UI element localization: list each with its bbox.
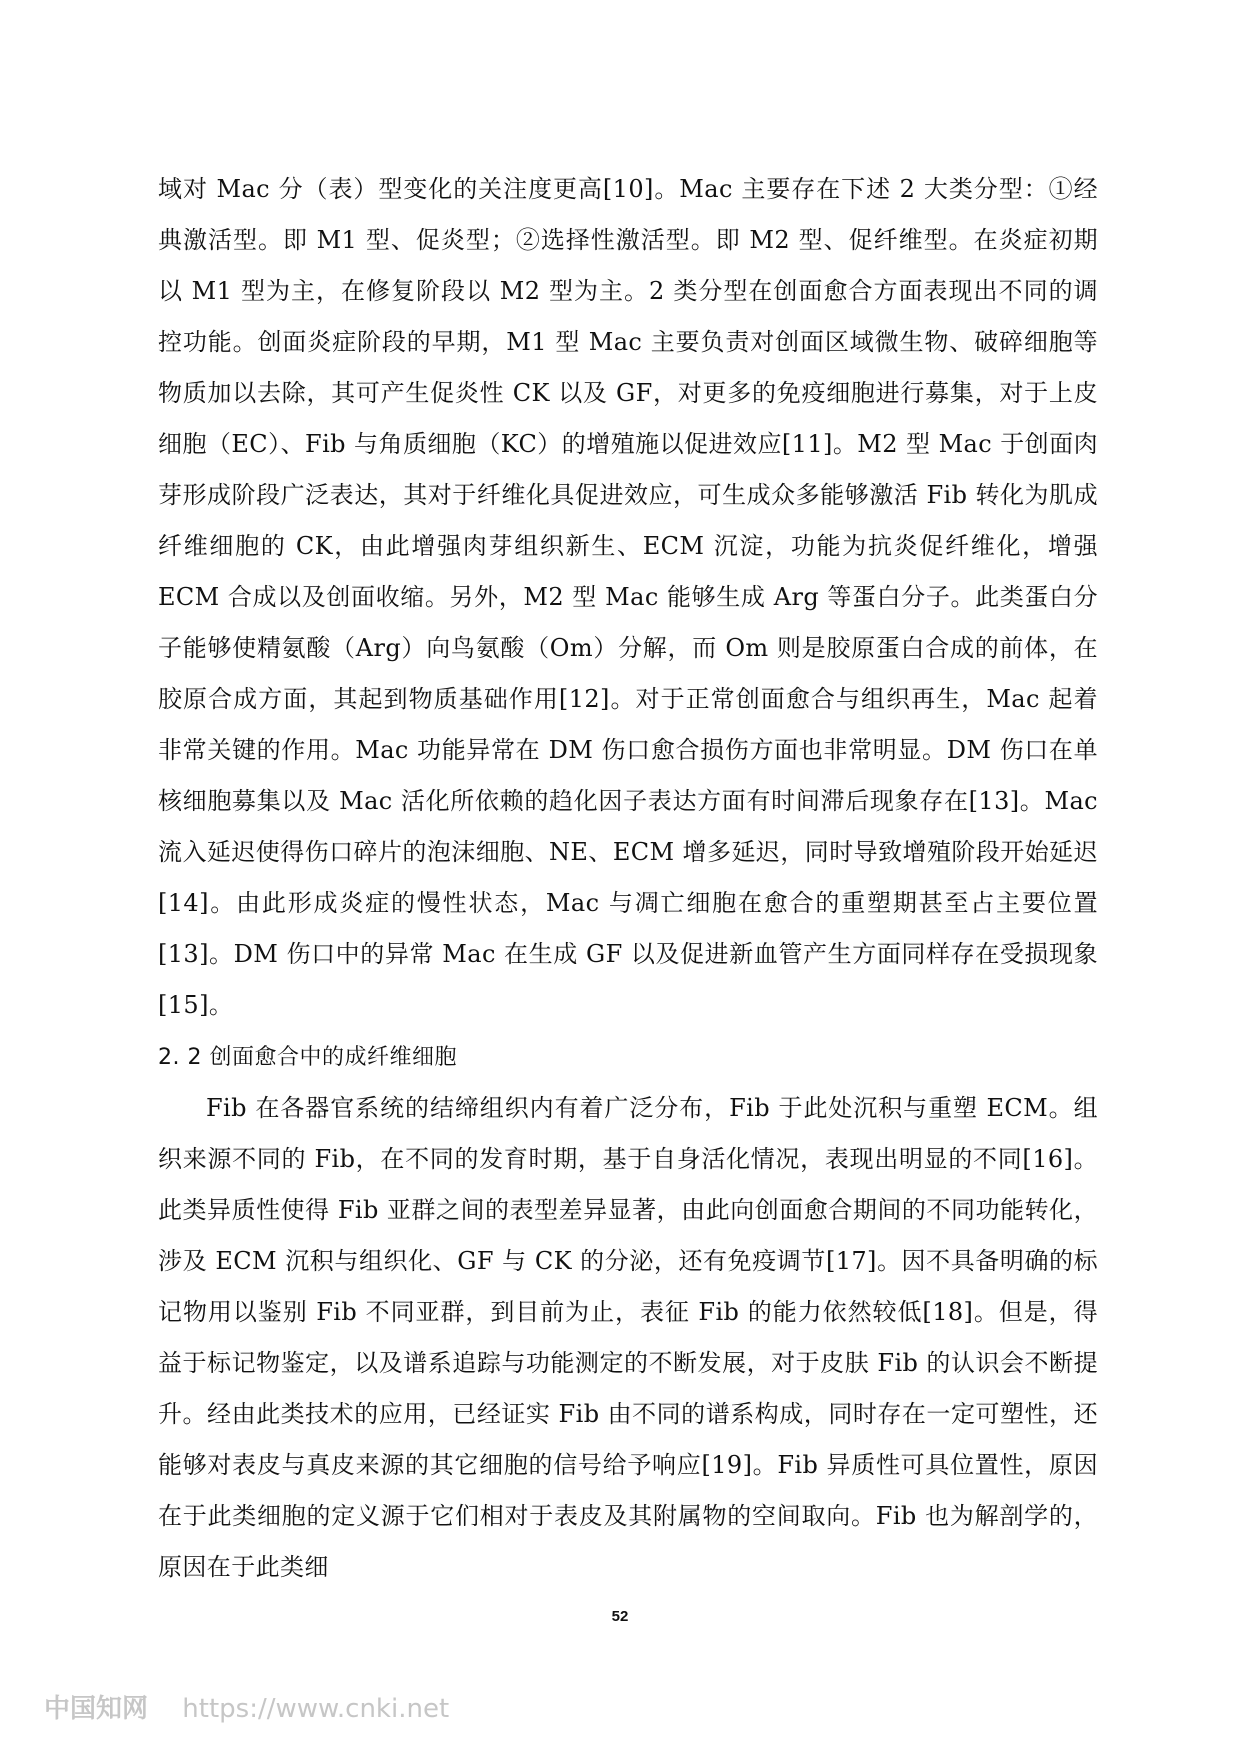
body-paragraph: Fib 在各器官系统的结缔组织内有着广泛分布，Fib 于此处沉积与重塑 ECM。组织来源不同的 Fib，在不同的发育时期，基于自身活化情况，表现出明显的不同[16]。此类异质性使得 Fib 亚群之间的表型差异显著，由此向创面愈合期间的不同功能转化，涉及 ECM 沉积与组织化、GF 与 CK 的分泌，还有免疫调节[17]。因不具备明确的标记物用以鉴别 Fib 不同亚群，到目前为止，表征 Fib 的能力依然较低[18]。但是，得益于标记物鉴定，以及谱系追踪与功能测定的不断发展，对于皮肤 Fib 的认识会不断提升。经由此类技术的应用，已经证实 Fib 由不同的谱系构成，同时存在一定可塑性，还能够对表皮与真皮来源的其它细胞的信号给予响应[19]。Fib 异质性可具位置性，原因在于此类细胞的定义源于它们相对于表皮及其附属物的空间取向。Fib 也为解剖学的，原因在于此类细 xyxy=(158,1094,1098,1581)
watermark-url: https://www.cnki.net xyxy=(182,1694,450,1724)
watermark xyxy=(44,1688,449,1725)
page-number: 52 xyxy=(611,1608,629,1625)
watermark-brand: 中国知网 xyxy=(44,1694,149,1724)
page-body xyxy=(158,164,1098,1593)
body-paragraph: 域对 Mac 分（表）型变化的关注度更高[10]。Mac 主要存在下述 2 大类分型：①经典激活型。即 M1 型、促炎型；②选择性激活型。即 M2 型、促纤维型。在炎症初期以 M1 型为主，在修复阶段以 M2 型为主。2 类分型在创面愈合方面表现出不同的调控功能。创面炎症阶段的早期，M1 型 Mac 主要负责对创面区域微生物、破碎细胞等物质加以去除，其可产生促炎性 CK 以及 GF，对更多的免疫细胞进行募集，对于上皮细胞（EC）、Fib 与角质细胞（KC）的增殖施以促进效应[11]。M2 型 Mac 于创面肉芽形成阶段广泛表达，其对于纤维化具促进效应，可生成众多能够激活 Fib 转化为肌成纤维细胞的 CK，由此增强肉芽组织新生、ECM 沉淀，功能为抗炎促纤维化，增强 ECM 合成以及创面收缩。另外，M2 型 Mac 能够生成 Arg 等蛋白分子。此类蛋白分子能够使精氨酸（Arg）向鸟氨酸（Om）分解，而 Om 则是胶原蛋白合成的前体，在胶原合成方面，其起到物质基础作用[12]。对于正常创面愈合与组织再生，Mac 起着非常关键的作用。Mac 功能异常在 DM 伤口愈合损伤方面也非常明显。DM 伤口在单核细胞募集以及 Mac 活化所依赖的趋化因子表达方面有时间滞后现象存在[13]。Mac 流入延迟使得伤口碎片的泡沫细胞、NE、ECM 增多延迟，同时导致增殖阶段开始延迟[14]。由此形成炎症的慢性状态，Mac 与凋亡细胞在愈合的重塑期甚至占主要位置[13]。DM 伤口中的异常 Mac 在生成 GF 以及促进新血管产生方面同样存在受损现象[15]。 xyxy=(158,175,1098,1019)
section-heading: 2. 2 创面愈合中的成纤维细胞 xyxy=(158,1045,457,1070)
